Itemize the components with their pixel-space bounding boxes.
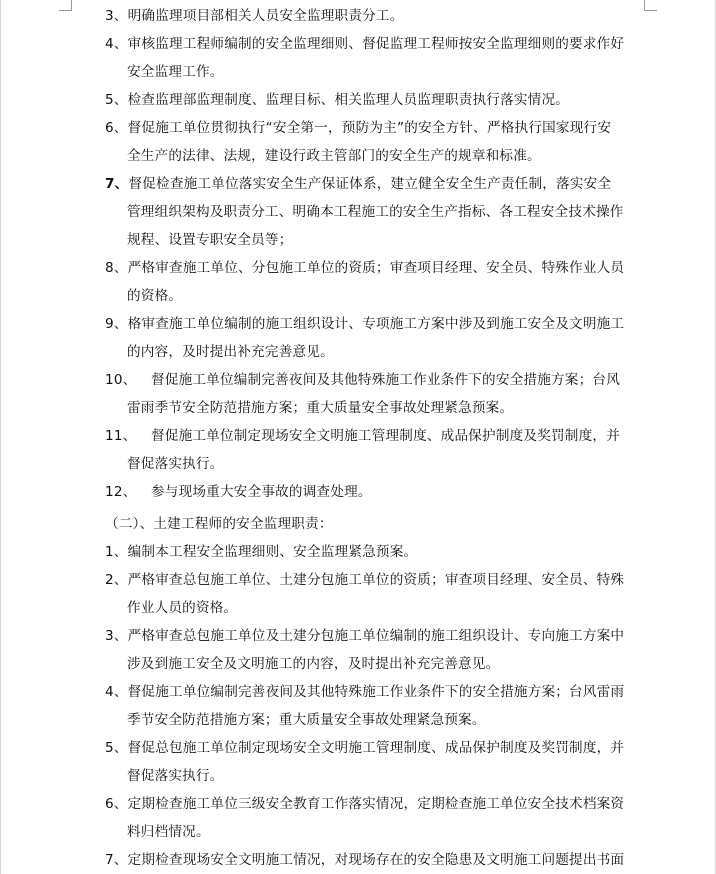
civil-item-5-line-2: 督促落实执行。 — [127, 768, 224, 784]
section-heading-civil-engineer: （二）、土建工程师的安全监理职责： — [105, 516, 333, 532]
item-8-line-2: 的资格。 — [127, 288, 183, 304]
civil-item-2-line-2: 作业人员的资格。 — [127, 600, 238, 616]
item-7-line-3: 规程、设置专职安全员等； — [127, 232, 293, 248]
item-4-line-2: 安全监理工作。 — [127, 64, 224, 80]
civil-item-3-line-1: 3、严格审查总包施工单位及土建分包施工单位编制的施工组织设计、专向施工方案中 — [105, 628, 625, 644]
civil-item-1-line-1: 1、编制本工程安全监理细则、安全监理紧急预案。 — [105, 544, 418, 560]
item-7-text: 督促检查施工单位落实安全生产保证体系，建立健全安全生产责任制，落实安全 — [128, 176, 612, 192]
civil-item-2-line-1: 2、严格审查总包施工单位、土建分包施工单位的资质；审查项目经理、安全员、特殊 — [105, 572, 625, 588]
item-6-line-1: 6、督促施工单位贯彻执行“安全第一，预防为主”的安全方针、严格执行国家现行安 — [105, 120, 612, 136]
item-6-line-2: 全生产的法律、法规，建设行政主管部门的安全生产的规章和标准。 — [127, 148, 541, 164]
item-10-line-2: 雷雨季节安全防范措施方案；重大质量安全事故处理紧急预案。 — [127, 400, 514, 416]
civil-item-7-line-1: 7、定期检查现场安全文明施工情况，对现场存在的安全隐患及文明施工问题提出书面 — [105, 852, 625, 868]
item-7-line-1 — [105, 170, 611, 198]
item-10-number: 10、 — [105, 372, 137, 388]
item-3-line-1: 3、明确监理项目部相关人员安全监理职责分工。 — [105, 8, 404, 24]
item-8-line-1: 8、严格审查施工单位、分包施工单位的资质；审查项目经理、安全员、特殊作业人员 — [105, 260, 625, 276]
item-5-line-1: 5、检查监理部监理制度、监理目标、相关监理人员监理职责执行落实情况。 — [105, 92, 570, 108]
civil-item-3-line-2: 涉及到施工安全及文明施工的内容，及时提出补充完善意见。 — [127, 656, 500, 672]
item-11-line-2: 督促落实执行。 — [127, 456, 224, 472]
item-7-number: 7、 — [105, 176, 129, 192]
civil-item-6-line-1: 6、定期检查施工单位三级安全教育工作落实情况，定期检查施工单位安全技术档案资 — [105, 796, 625, 812]
item-11-number: 11、 — [105, 428, 137, 444]
page-corner-mark-right — [644, 0, 657, 11]
item-10-line-1: 督促施工单位编制完善夜间及其他特殊施工作业条件下的安全措施方案；台风 — [151, 372, 620, 388]
item-9-line-1: 9、格审查施工单位编制的施工组织设计、专项施工方案中涉及到施工安全及文明施工 — [105, 316, 625, 332]
item-11-line-1: 督促施工单位制定现场安全文明施工管理制度、成品保护制度及奖罚制度，并 — [151, 428, 620, 444]
item-12-number: 12、 — [105, 484, 137, 500]
item-12-line-1: 参与现场重大安全事故的调查处理。 — [151, 484, 372, 500]
civil-item-4-line-1: 4、督促施工单位编制完善夜间及其他特殊施工作业条件下的安全措施方案；台风雷雨 — [105, 684, 625, 700]
item-7-line-2: 管理组织架构及职责分工、明确本工程施工的安全生产指标、各工程安全技术操作 — [127, 204, 624, 220]
page-corner-mark-left — [59, 0, 72, 11]
civil-item-4-line-2: 季节安全防范措施方案；重大质量安全事故处理紧急预案。 — [127, 712, 486, 728]
civil-item-6-line-2: 料归档情况。 — [127, 824, 210, 840]
item-9-line-2: 的内容，及时提出补充完善意见。 — [127, 344, 334, 360]
civil-item-5-line-1: 5、督促总包施工单位制定现场安全文明施工管理制度、成品保护制度及奖罚制度，并 — [105, 740, 625, 756]
item-4-line-1: 4、审核监理工程师编制的安全监理细则、督促监理工程师按安全监理细则的要求作好 — [105, 36, 625, 52]
